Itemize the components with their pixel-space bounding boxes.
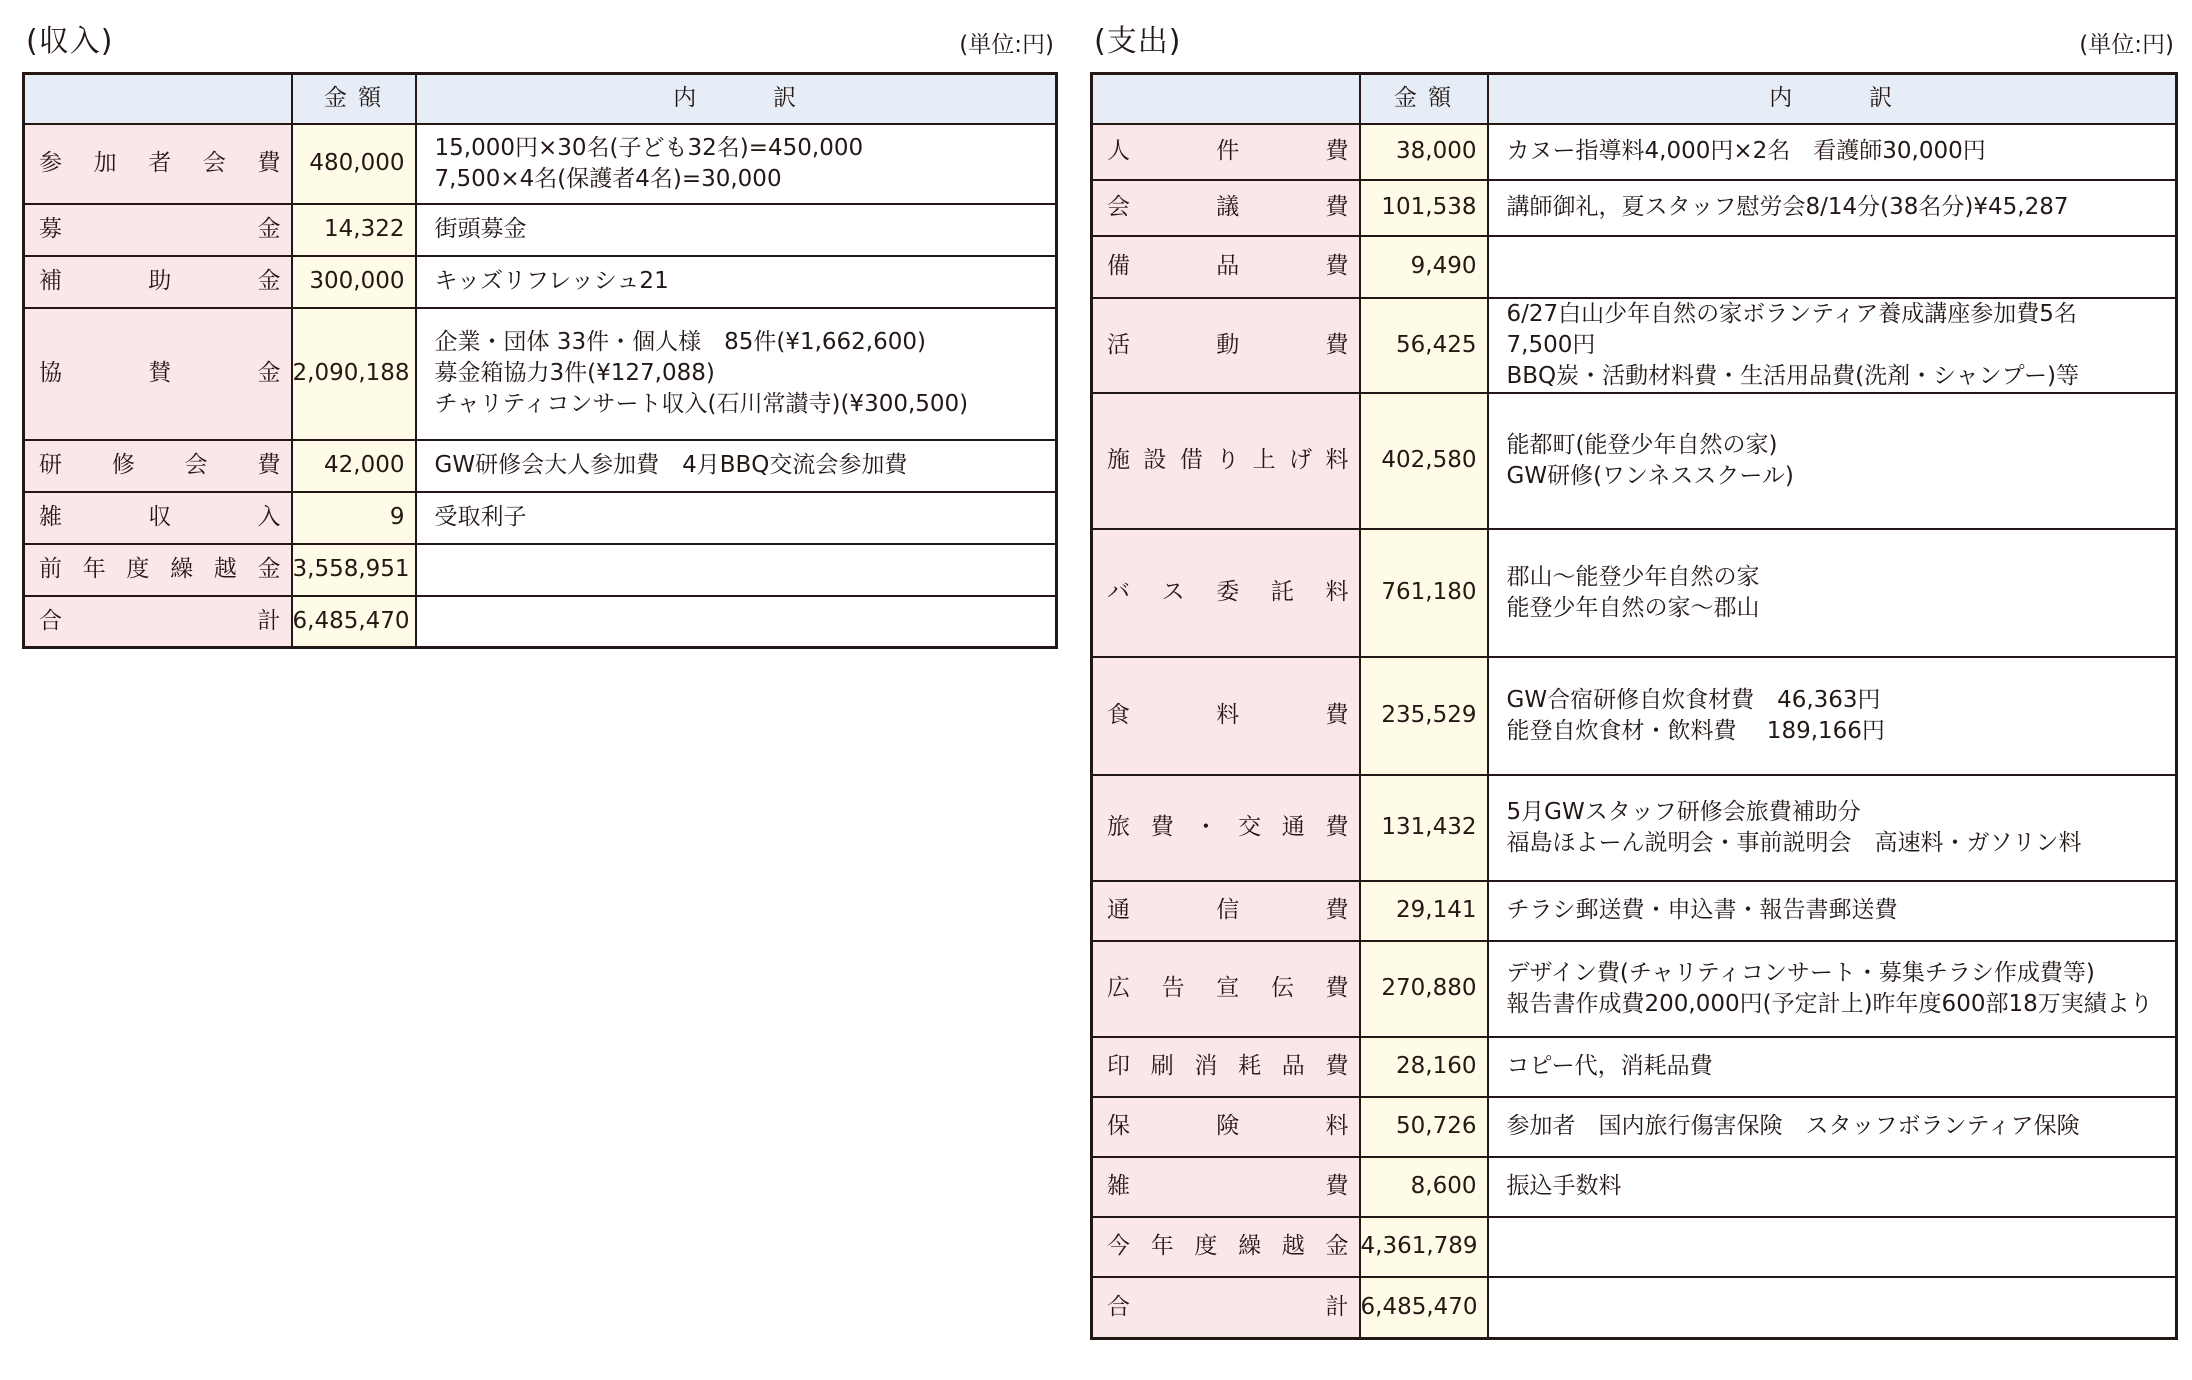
expense-row [1092, 1097, 2177, 1157]
income-row-label-text: 前 年 度 繰 越 金 [39, 556, 281, 582]
expense-row-label-text: 通 信 費 [1107, 897, 1349, 923]
expense-row [1092, 529, 2177, 657]
income-row-label [24, 492, 292, 544]
expense-row-detail: 講師御礼，夏スタッフ慰労会8/14分(38名分)¥45,287 [1488, 180, 2177, 236]
income-row [24, 596, 1057, 648]
expense-row-label [1092, 1097, 1360, 1157]
expense-row-amount: 402,580 [1360, 393, 1488, 529]
expense-row [1092, 393, 2177, 529]
expense-row-label [1092, 393, 1360, 529]
expense-row-label [1092, 124, 1360, 180]
income-row [24, 308, 1057, 440]
expense-table-body [1092, 124, 2177, 1339]
income-row-label [24, 124, 292, 204]
expense-row-label [1092, 180, 1360, 236]
income-row-amount: 14,322 [292, 204, 416, 256]
expense-row-label [1092, 1217, 1360, 1277]
expense-row [1092, 775, 2177, 881]
income-row-amount: 300,000 [292, 256, 416, 308]
expense-row-label-text: 保 険 料 [1107, 1113, 1349, 1139]
income-row-label-text: 雑 収 入 [39, 504, 281, 530]
expense-row-detail [1488, 236, 2177, 298]
income-row-label [24, 308, 292, 440]
expense-row-label [1092, 1157, 1360, 1217]
income-row-amount: 6,485,470 [292, 596, 416, 648]
income-row-detail: GW研修会大人参加費 4月BBQ交流会参加費 [416, 440, 1057, 492]
expense-row-label [1092, 1277, 1360, 1339]
expense-row-detail: 振込手数料 [1488, 1157, 2177, 1217]
expense-row-label [1092, 236, 1360, 298]
expense-row-label-text: 印 刷 消 耗 品 費 [1107, 1053, 1349, 1079]
expense-row [1092, 236, 2177, 298]
expense-row [1092, 1217, 2177, 1277]
income-row-label [24, 256, 292, 308]
expense-row [1092, 657, 2177, 775]
income-row-label [24, 440, 292, 492]
expense-row-amount: 761,180 [1360, 529, 1488, 657]
income-row-detail [416, 596, 1057, 648]
income-row-detail: 街頭募金 [416, 204, 1057, 256]
income-row [24, 124, 1057, 204]
expense-row-amount: 9,490 [1360, 236, 1488, 298]
expense-row-amount: 28,160 [1360, 1037, 1488, 1097]
income-row-amount: 3,558,951 [292, 544, 416, 596]
income-row-label [24, 204, 292, 256]
expense-row-amount: 6,485,470 [1360, 1277, 1488, 1339]
expense-row [1092, 1277, 2177, 1339]
expense-row-detail [1488, 1277, 2177, 1339]
income-header-detail: 内 訳 [416, 74, 1057, 124]
income-unit-label: (単位:円) [959, 32, 1054, 58]
expense-header-detail: 内 訳 [1488, 74, 2177, 124]
expense-row-detail: 郡山〜能登少年自然の家 能登少年自然の家〜郡山 [1488, 529, 2177, 657]
expense-row-label [1092, 1037, 1360, 1097]
expense-row-amount: 38,000 [1360, 124, 1488, 180]
expense-row-detail: デザイン費(チャリティコンサート・募集チラシ作成費等) 報告書作成費200,000円(予定計上)昨年度600部18万実績より [1488, 941, 2177, 1037]
expense-row-label-text: 会 議 費 [1107, 194, 1349, 220]
income-table [22, 72, 1058, 649]
expense-row-detail: カヌー指導料4,000円×2名 看護師30,000円 [1488, 124, 2177, 180]
expense-row-label-text: 人 件 費 [1107, 138, 1349, 164]
income-row [24, 440, 1057, 492]
expense-caption [1090, 0, 2178, 72]
expense-row-amount: 50,726 [1360, 1097, 1488, 1157]
expense-row-detail: 参加者 国内旅行傷害保険 スタッフボランティア保険 [1488, 1097, 2177, 1157]
expense-row-detail [1488, 1217, 2177, 1277]
expense-row-label [1092, 298, 1360, 393]
income-row-detail: 企業・団体 33件・個人様 85件(¥1,662,600) 募金箱協力3件(¥127,088) チャリティコンサート収入(石川常讃寺)(¥300,500) [416, 308, 1057, 440]
expense-row-label-text: 合 計 [1107, 1293, 1349, 1320]
expense-row-label [1092, 775, 1360, 881]
expense-row [1092, 124, 2177, 180]
income-title: (収入) [26, 24, 114, 59]
income-row-amount: 2,090,188 [292, 308, 416, 440]
expense-row-amount: 29,141 [1360, 881, 1488, 941]
expense-row-label-text: 活 動 費 [1107, 331, 1349, 358]
expense-row-label-text: バ ス 委 託 料 [1107, 579, 1349, 605]
expense-row-detail: 5月GWスタッフ研修会旅費補助分 福島ほよーん説明会・事前説明会 高速料・ガソリン料 [1488, 775, 2177, 881]
expense-row-label-text: 今 年 度 繰 越 金 [1107, 1233, 1349, 1259]
income-row [24, 256, 1057, 308]
expense-section [1090, 0, 2178, 1340]
income-row-label [24, 544, 292, 596]
expense-row [1092, 180, 2177, 236]
income-table-body [24, 124, 1057, 648]
income-row-label-text: 補 助 金 [39, 268, 281, 294]
expense-row-amount: 235,529 [1360, 657, 1488, 775]
expense-header-row [1092, 74, 2177, 124]
income-row [24, 544, 1057, 596]
expense-row-label-text: 旅 費 ・ 交 通 費 [1107, 814, 1349, 840]
expense-row [1092, 941, 2177, 1037]
income-row-detail: 受取利子 [416, 492, 1057, 544]
expense-row-amount: 8,600 [1360, 1157, 1488, 1217]
expense-row-label-text: 食 料 費 [1107, 702, 1349, 728]
expense-row-label [1092, 941, 1360, 1037]
expense-row-detail: チラシ郵送費・申込書・報告書郵送費 [1488, 881, 2177, 941]
income-row-label-text: 参 加 者 会 費 [39, 150, 281, 176]
expense-row-amount: 131,432 [1360, 775, 1488, 881]
income-row-label [24, 596, 292, 648]
expense-row [1092, 298, 2177, 393]
expense-table [1090, 72, 2178, 1340]
expense-row-amount: 56,425 [1360, 298, 1488, 393]
income-row [24, 204, 1057, 256]
expense-title: (支出) [1094, 24, 1182, 59]
expense-header-blank [1092, 74, 1360, 124]
expense-row [1092, 1037, 2177, 1097]
income-header-blank [24, 74, 292, 124]
expense-header-amount: 金 額 [1360, 74, 1488, 124]
expense-row-label [1092, 881, 1360, 941]
expense-row-label-text: 備 品 費 [1107, 253, 1349, 279]
income-row [24, 492, 1057, 544]
expense-row-amount: 270,880 [1360, 941, 1488, 1037]
expense-row-label [1092, 529, 1360, 657]
income-section [22, 0, 1058, 649]
expense-row-label-text: 雑 費 [1107, 1173, 1349, 1199]
expense-row [1092, 881, 2177, 941]
expense-row-amount: 101,538 [1360, 180, 1488, 236]
expense-row-detail: GW合宿研修自炊食材費 46,363円 能登自炊食材・飲料費 189,166円 [1488, 657, 2177, 775]
expense-row-detail: 6/27白山少年自然の家ボランティア養成講座参加費5名 7,500円 BBQ炭・活動材料費・生活用品費(洗剤・シャンプー)等 [1488, 298, 2177, 393]
expense-row-amount: 4,361,789 [1360, 1217, 1488, 1277]
income-row-label-text: 合 計 [39, 607, 281, 634]
income-row-detail: キッズリフレッシュ21 [416, 256, 1057, 308]
income-header-row [24, 74, 1057, 124]
income-row-label-text: 研 修 会 費 [39, 452, 281, 478]
expense-row-label-text: 施 設 借 り 上 げ 料 [1107, 447, 1349, 473]
income-header-amount: 金 額 [292, 74, 416, 124]
income-row-label-text: 募 金 [39, 216, 281, 242]
expense-row-label [1092, 657, 1360, 775]
expense-row [1092, 1157, 2177, 1217]
income-row-amount: 42,000 [292, 440, 416, 492]
income-row-amount: 480,000 [292, 124, 416, 204]
expense-unit-label: (単位:円) [2079, 32, 2174, 58]
expense-row-label-text: 広 告 宣 伝 費 [1107, 975, 1349, 1001]
income-row-amount: 9 [292, 492, 416, 544]
income-caption [22, 0, 1058, 72]
income-row-detail [416, 544, 1057, 596]
expense-row-detail: コピー代，消耗品費 [1488, 1037, 2177, 1097]
expense-row-detail: 能都町(能登少年自然の家) GW研修(ワンネススクール) [1488, 393, 2177, 529]
income-row-label-text: 協 賛 金 [39, 360, 281, 386]
income-row-detail: 15,000円×30名(子ども32名)=450,000 7,500×4名(保護者4名)=30,000 [416, 124, 1057, 204]
